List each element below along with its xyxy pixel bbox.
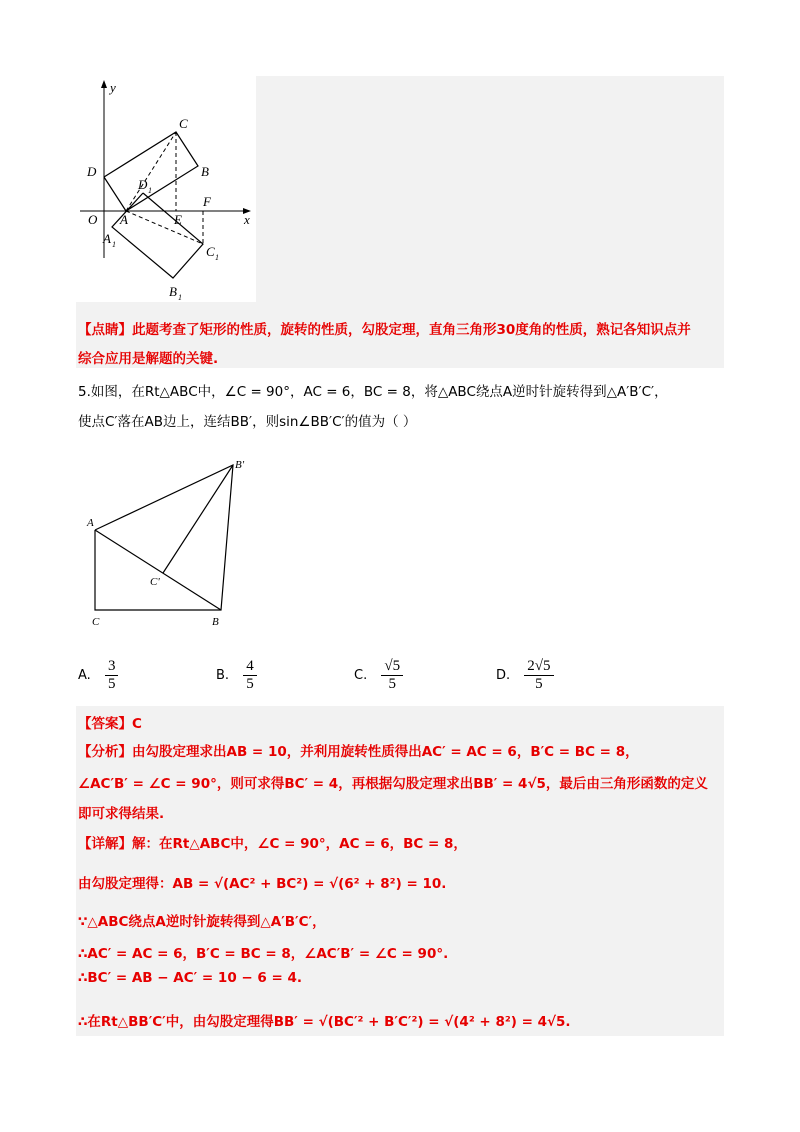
label-A: A (120, 212, 128, 227)
detail-line-1: 【详解】解：在Rt△ABC中，∠C = 90°，AC = 6，BC = 8， (78, 836, 467, 852)
figure-rectangle-rotation-svg (76, 76, 256, 302)
label-D: D (87, 164, 97, 179)
label-C1-sub: 1 (215, 253, 219, 262)
label-D1: D (138, 177, 148, 192)
label-A1-sub: 1 (112, 240, 116, 249)
label-y: y (110, 80, 116, 95)
label-C: C (179, 116, 188, 131)
label-O: O (88, 212, 98, 227)
fig2-label-A: A (87, 517, 94, 529)
detail-line-6: ∴在Rt△BB′C′中，由勾股定理得BB′ = √(BC′² + B′C′²) = √(4² + 8²) = 4√5. (78, 1014, 571, 1030)
option-b-den: 5 (246, 676, 254, 692)
option-a-num: 3 (105, 658, 119, 676)
label-B1-sub: 1 (178, 293, 182, 302)
fig2-label-C: C (92, 616, 100, 628)
option-a[interactable] (78, 658, 118, 693)
label-E: E (174, 212, 182, 227)
option-c-label: C. (354, 668, 368, 683)
analysis-line-1: 【分析】由勾股定理求出AB = 10，并利用旋转性质得出AC′ = AC = 6，B′C = BC = 8， (78, 744, 639, 760)
fig2-label-Cp: C' (150, 576, 160, 588)
option-d[interactable] (496, 658, 554, 693)
figure-rectangle-rotation (76, 76, 256, 302)
label-x: x (244, 212, 250, 227)
label-D1-sub: 1 (148, 186, 152, 195)
detail-line-5: ∴BC′ = AB − AC′ = 10 − 6 = 4. (78, 970, 303, 986)
option-a-fraction (105, 658, 119, 693)
label-C1: C (206, 244, 215, 259)
option-b-label: B. (216, 668, 230, 683)
option-a-den: 5 (107, 676, 116, 692)
label-B: B (201, 164, 209, 179)
question-line-2: 使点C′落在AB边上，连结BB′，则sin∠BB′C′的值为（ ） (78, 414, 417, 430)
figure-triangle-rotation (80, 450, 260, 632)
fig2-label-Bp: B' (235, 459, 245, 471)
question-line-1: 5.如图，在Rt△ABC中，∠C = 90°，AC = 6，BC = 8，将△ABC绕点A逆时针旋转得到△A′B′C′， (78, 384, 668, 400)
option-a-label: A. (78, 668, 91, 683)
option-b-num: 4 (243, 658, 257, 676)
option-c-den: 5 (388, 676, 396, 692)
label-F: F (203, 194, 211, 209)
analysis-line-2: ∠AC′B′ = ∠C = 90°，则可求得BC′ = 4，再根据勾股定理求出BB′ = 4√5，最后由三角形函数的定义 (78, 776, 708, 792)
label-B1: B (169, 284, 177, 299)
option-c[interactable] (354, 658, 403, 693)
option-c-num: √5 (381, 658, 403, 676)
option-d-num: 2√5 (524, 658, 553, 676)
label-A1: A (103, 231, 111, 246)
option-b-fraction (243, 658, 257, 693)
detail-line-2: 由勾股定理得：AB = √(AC² + BC²) = √(6² + 8²) = 10. (78, 876, 447, 892)
option-d-label: D. (496, 668, 511, 683)
detail-line-4: ∴AC′ = AC = 6，B′C = BC = 8，∠AC′B′ = ∠C = 90°. (78, 946, 449, 962)
answer-line: 【答案】C (78, 716, 142, 732)
option-d-den: 5 (535, 676, 543, 692)
comment-line-2: 综合应用是解题的关键. (78, 351, 219, 367)
detail-line-3: ∵△ABC绕点A逆时针旋转得到△A′B′C′， (78, 914, 326, 930)
option-c-fraction (381, 658, 403, 693)
figure-triangle-rotation-svg (80, 450, 260, 632)
analysis-line-3: 即可求得结果. (78, 806, 165, 822)
option-b[interactable] (216, 658, 257, 693)
option-d-fraction (524, 658, 553, 693)
fig2-label-B: B (212, 616, 219, 628)
comment-line-1: 【点睛】此题考查了矩形的性质，旋转的性质，勾股定理，直角三角形30度角的性质，熟记各知识点并 (78, 322, 691, 338)
